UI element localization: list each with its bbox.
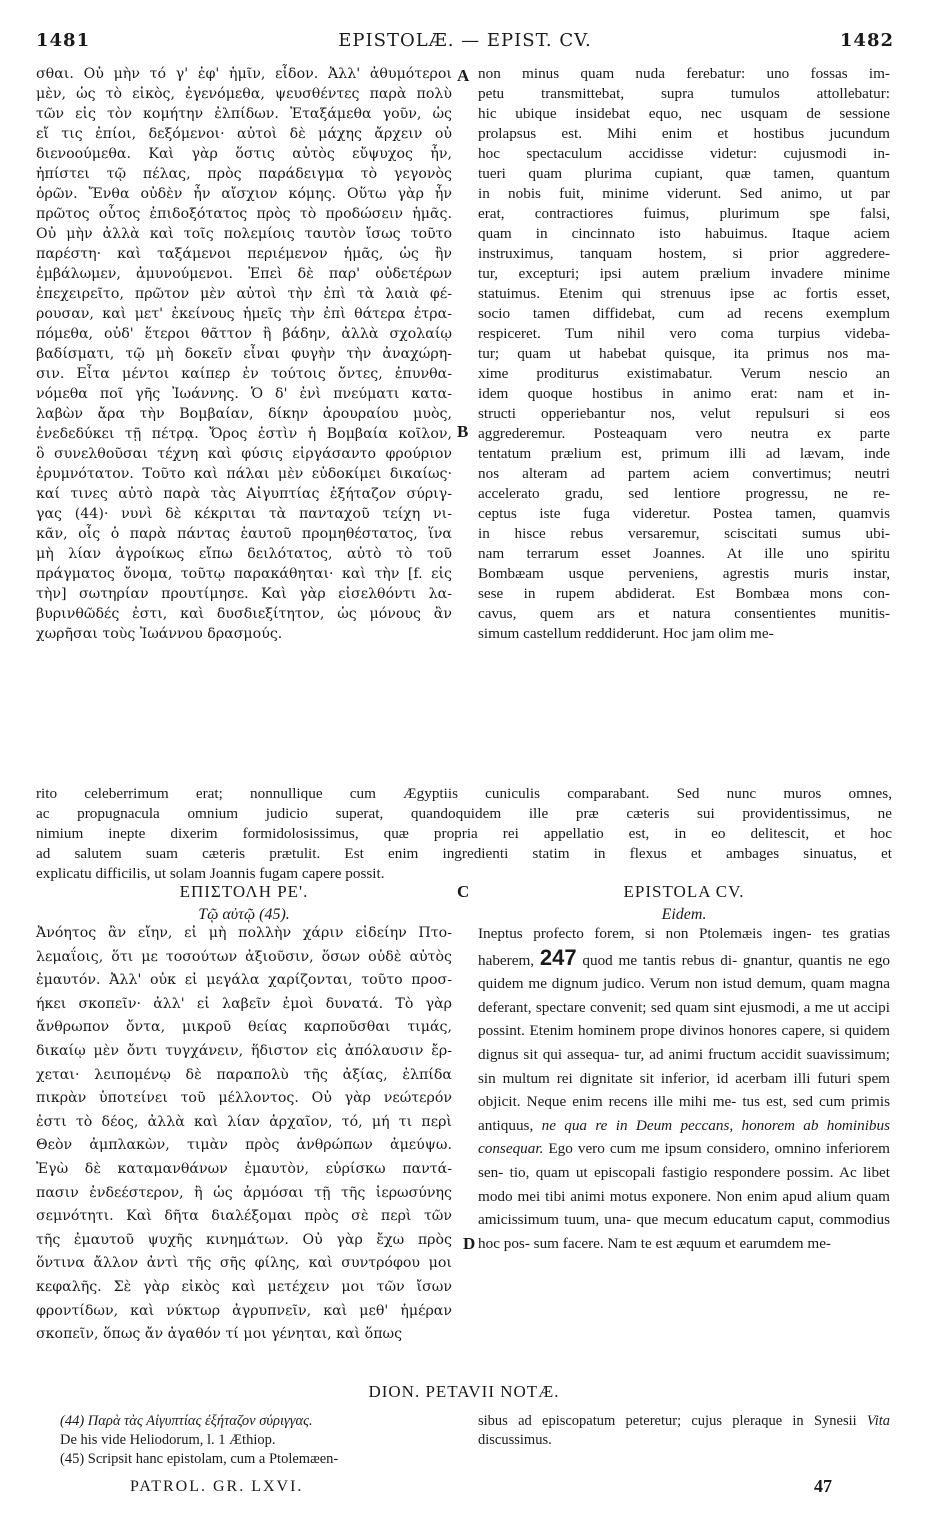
greek-line: ἐμαυτόν. Ἀλλ' οὐκ εἰ μεγάλα χαρίζονται, τοῦτο προσ- [36,972,452,989]
note-45: (45) Scripsit hanc epistolam, cum a Ptolemæen- [60,1451,339,1467]
greek-letter-text [36,922,452,1347]
greek-line: ἄνθρωπον ὄντα, μικροῦ θείας καρποῦσθαι τιμάς, [36,1019,452,1036]
latin-line: xime proditurus existimabatur. Verum nescio an [478,365,890,382]
latin-letter-text-end: Ego vero cum me ipsum considero, omnino inferiorem sen- tio, quam ut episcopali fastigio respondere possim. Ac libet modo mei tibi animi motus exponere. Non enim apud alium quam amicissimum tuum, una- que mecum educatum caput, commodius hoc pos- sum facere. Nam te est æquum et earumdem me- [478,1140,890,1252]
greek-line: χωρῆσαι τοὺς Ἰωάννου δρασμούς. [36,626,283,642]
note-44-greek: (44) Παρὰ τὰς Αἰγυπτίας ἐξήταζον σύριγγας. [60,1413,313,1429]
greek-line: ὃ συνελθοῦσαι τέχνη καὶ φύσις εἰργάσαντο φρούριον [36,446,452,462]
latin-letter-text-middle: quod me tantis rebus di- gnantur, quantis ne ego quidem me dignum judico. Verum non istud demum, quam magna deferant, spectare convenit; sed quam sint ejusmodi, a me ut accipi possint. Etenim hominem prope divinos honores capere, si quidem dignus sit qui assequa- tur, ad animi fructum accidit suavissimum; sin multum rei dignitate sit inferior, id acerbam illi futuri spem objicit. Neque enim recens ille mihi me- tus est, sed cum primis antiquus, [478,951,891,1134]
greek-line: πασιν ἐνδεέστερον, ἢ ὡς ἁρμόσαι τῇ τῆς ἱερωσύνης [36,1184,452,1201]
latin-line: accelerato gradu, sed lentiore progressu, ne re- [478,485,890,502]
greek-line: μὲν, ὡς τὸ εἰκὸς, ἐγενόμεθα, ψευσθέντες παρὰ πολὺ [36,86,452,102]
latin-line: nos alteram ad partem aciem convertimus; neutri [478,465,890,482]
greek-line: τῶν εἰς τὸν κομήτην ἐλπίδων. Ἐταξάμεθα γοῦν, ὡς [36,106,452,122]
latin-line: tur, excepturi; ipsi autem prælium invadere minime [478,265,890,282]
running-title: EPISTOLÆ. — EPIST. CV. [338,30,592,51]
greek-line: μὴ λίαν ἀγροίκως εἴπω δειλότατος, αὐτὸ τὸ τοῦ [36,546,452,562]
greek-line: πικρὰν ὑποτείνει τοῦ μέλλοντος. Οὐ γὰρ νεώτερόν [36,1090,452,1107]
text-line: nimium inepte dixerim formidolosissimus, quæ propria rei appellatio est, in eo delitescit, et hoc [36,825,892,842]
latin-line: socio tamen diffidebat, cum ad recens exemplum [478,305,890,322]
greek-line: λεμαΐοις, ὅτι με τοσούτων ἀξιοῦσιν, ὅσων οὐδὲ αὐτὸς [36,948,452,965]
greek-line: παρέστη· καὶ ταξάμενοι περιέμενον ἡμᾶς, ὡς ἢν [36,246,452,262]
greek-line: πράγματος ὄνομα, τοῦτῳ παρακάθηται· καὶ τὴν [f. εἰς [36,566,452,582]
latin-line: hoc spectaculum accidisse videtur: cujusmodi in- [478,145,890,162]
greek-line: λαβὼν ἄρα τὴν Βομβαίαν, δίκην ἀρουραίου μυὸς, [36,406,452,422]
margin-marker-d: D [463,1234,476,1253]
greek-line: καί τινες αὐτὸ παρὰ τὰς Αἰγυπτίας ἐξήταζον σύριγ- [36,486,452,502]
latin-line: quam in cincinnato isto habuimus. Itaque aciem [478,225,890,242]
latin-line: cavus, quem ars et natura consentientes munitis- [478,605,890,622]
full-width-paragraph [36,784,892,884]
greek-line: διενοούμεθα. Καὶ γὰρ ὅστις αὐτὸς εὔψυχος ἦν, [36,146,452,162]
latin-letter-recipient: Eidem. [661,906,707,923]
text-line: ad salutem suam cæteris prætulit. Est enim ingredienti statim in flexus et ambages sinuatus, et [36,845,892,862]
greek-line: φροντίδων, καὶ νύκτωρ ἀγρυπνεῖν, καὶ μεθ' ἡμέραν [36,1302,452,1319]
greek-line: εἴ τις ἐπίοι, δεξόμενοι· αὐτοὶ δὲ μάχης ἄρχειν οὐ [36,126,452,142]
greek-line: χεται· λειπομένῳ δὲ παραπολὺ τῆς ἀξίας, ἐλπίδα [36,1066,452,1083]
latin-line: in hisce rebus versaremur, sciscitati sumus ubi- [478,525,890,542]
latin-line: tur; quam ut habebat quisque, ita primus nos ma- [478,345,890,362]
greek-line: ἐρυμνότατον. Τοῦτο καὶ πάλαι μὲν εὐδοκίμει δικαίως· [36,466,452,482]
latin-line: tueri quam plurima cupiant, quæ tamen, quantum [478,165,890,182]
greek-line: σιν. Εἶτα μέντοι καίπερ ἐν τούτοις ὄντες, ἐπυνθα- [36,366,452,382]
greek-line: ἠπίστει τῷ πέλας, πρὸς παράδειγμα τὸ γεγονὸς [36,166,452,182]
greek-line: γας (44)· νυνὶ δὲ κέκριται τὰ πανταχοῦ τείχη νι- [36,506,452,522]
greek-line: ἐμβάλωμεν, ἀμυνούμενοι. Ἐπεὶ δὲ παρ' οὐδετέρων [36,266,452,282]
greek-letter-recipient: Τῷ αὐτῷ (45). [198,906,290,923]
greek-line: Ἀνόητος ἂν εἴην, εἰ μὴ πολλὴν χάριν εἰδείην Πτο- [36,925,452,941]
greek-line: σκοπεῖν, ὅπως ἄν ἀγαθόν τί μοι γένηται, καὶ ὅπως [36,1326,403,1343]
greek-line: βαδίσματι, τῷ μὴ δοκεῖν εἶναι φυγὴν τὴν ἀναχώρη- [36,346,452,362]
footer-signature: 47 [814,1476,832,1496]
latin-line: tentatum prælium est, primum illi ad lævam, inde [478,445,890,462]
footer-volume: PATROL. GR. LXVI. [130,1478,304,1495]
left-page-number: 1481 [36,30,91,51]
greek-line: τὴν] σωτηρίαν προυτίμησε. Καὶ γὰρ εἰσελθόντι λα- [36,586,452,602]
greek-letter-title: ΕΠΙΣΤΟΛΗ ΡΕ'. [179,882,309,901]
latin-letter-text-start: Ineptus profecto forem, si non Ptolemæis ingen- tes gratias haberem, [478,925,890,969]
greek-line: ρουσαν, καὶ μετ' ἐκείνους ἡμεῖς τὴν ἐπὶ θάτερα ἐτρα- [36,306,452,322]
edition-page-number: 247 [539,944,577,970]
latin-line: erat, contractiores fuimus, plurimum spe falsi, [478,205,890,222]
latin-line: simum castellum reddiderunt. Hoc jam olim me- [478,625,774,642]
latin-line: non minus quam nuda ferebatur: uno fossas im- [478,65,890,82]
greek-letter-heading [36,882,452,924]
latin-letter-text [478,922,890,1255]
note-44-latin: De his vide Heliodorum, l. 1 Æthiop. [60,1432,276,1448]
greek-line: ἐπεχειρεῖτο, πρῶτον μὲν αὐτοὶ τὴν ἐπὶ τὰ λαιὰ φέ- [36,286,452,302]
text-line: ac propugnacula omnium judicio superat, quandoquidem ille præ cæteris sui providentissimus, ne [36,805,892,822]
latin-line: sese in rupem abdiderat. Est Bombæa mons con- [478,585,890,602]
latin-letter-heading [478,882,890,924]
notes-right-text: sibus ad episcopatum peteretur; cujus pleraque in Synesii [478,1413,857,1429]
latin-line: idem quoque hostibus in animo erat: nam et in- [478,385,890,402]
margin-marker-a: A [457,66,470,85]
greek-line: σθαι. Οὐ μὴν τό γ' ἐφ' ἡμῖν, εἶδον. Ἀλλ' ἀθυμότεροι [36,66,452,82]
greek-line: κεφαλῆς. Σὲ γὰρ εἰκὸς καὶ μετέχειν μοι τῶν ἴσων [36,1278,452,1295]
latin-line: respiceret. Tum nihil vero coma turpius videba- [478,325,890,342]
text-line: rito celeberrimum erat; nonnullique cum Ægyptiis cuniculis comparabant. Sed nunc muros omnes, [36,785,892,802]
greek-line: ἐστι τὸ δέος, ἀλλὰ καὶ λίαν ἀρχαῖον, τό, μή τι περὶ [36,1113,452,1130]
greek-line: ὁρῶν. Ἔνθα οὐδὲν ἦν αἴσχιον κόμης. Οὕτω γὰρ ἦν [36,186,452,202]
latin-line: aggrederemur. Posteaquam vero neutra ex parte [478,425,890,442]
greek-line: σεμνότητι. Καὶ δῆτα διαλέξομαι πρὸς σὲ περὶ τῶν [36,1208,452,1225]
greek-line: τῆς ἐμαυτοῦ ψυχῆς κινημάτων. Οὐ γὰρ ἔχω πρὸς [36,1231,452,1248]
greek-line: νόμεθα ποῖ γῆς Ἰωάννης. Ὁ δ' ἐνὶ πνεύματι κατα- [36,386,452,402]
greek-line: πρῶτος οὗτος ἐπιδοξότατος πρὸς τὸ προδώσειν ἡμᾶς. [36,206,452,222]
latin-line: instruximus, tanquam hostem, si prior aggredere- [478,245,890,262]
greek-line: πόμεθα, οὐδ' ἕτεροι θᾶττον ἢ βάδην, ἀλλὰ σχολαίῳ [36,326,452,342]
latin-line: prolapsus est. Mihi enim et hostibus jucundum [478,125,890,142]
margin-marker-b: B [457,422,469,441]
latin-letter-quote: ne qua re in Deum peccans, honorem ab hominibus consequar. [478,1116,891,1158]
page-header [36,30,894,56]
latin-line: hic ubique insidebat equo, nec usquam de sessione [478,105,890,122]
latin-line: in nobis fuit, minime viderunt. Sed animo, ut par [478,185,890,202]
greek-column-top [36,64,452,644]
notes-right-italic: Vita [866,1413,891,1429]
notes-right-end: discussimus. [478,1432,552,1448]
text-line: explicatu difficilis, ut solam Joannis fugam capere possit. [36,865,385,882]
latin-line: nam terrarum esset Joannes. At ille uno spiritu [478,545,890,562]
latin-line: Bombæam usque perveniens, agrestis muris instar, [478,565,890,582]
greek-line: κᾶν, οἷς ὁ παρὰ πάντας ἑαυτοῦ προμηθέστατος, ἵνα [36,526,452,542]
greek-line: Θεὸν ἀμπλακὼν, τιμὰν πρὸς ἀνθρώπων ἀμεύψω. [36,1137,452,1154]
notes-right [478,1412,890,1450]
greek-line: Οὐ μὴν ἀλλὰ καὶ τοῖς πολεμίοις ταυτὸν ἴσως τοῦτο [36,226,452,242]
margin-marker-c: C [457,882,470,901]
greek-line: Ἐγὼ δὲ καταμανθάνων ἐμαυτὸν, εὑρίσκω παντά- [36,1160,452,1177]
latin-line: structi opperiebantur nos, velut repulsuri si eos [478,405,890,422]
greek-line: ἐνεδεδύκει τῇ πέτρᾳ. Ὄρος ἐστὶν ἡ Βομβαία κοῖλον, [36,426,452,442]
greek-line: βυρινθῶδές ἐστι, καὶ δυσδιεξίτητον, ὡς μόνους ἂν [36,606,452,622]
greek-line: ήκει σκοπεῖν· ἀλλ' εἰ λαβεῖν ἐμοὶ δυνατά. Τὸ γὰρ [36,995,452,1012]
notes-left [60,1412,460,1469]
right-page-number: 1482 [839,30,894,51]
latin-line: petu transmittebat, supra tumulos attollebatur: [478,85,890,102]
latin-letter-title: EPISTOLA CV. [623,882,745,901]
greek-line: ὅντινα ἄλλον ἀντὶ τῆς σῆς φίλης, καὶ συντρόφου μοι [36,1255,452,1272]
greek-line: δικαίῳ μὲν ὄντι τυγχάνειν, ἥδιστον εἰς ἀπόλαυσιν ἔρ- [36,1042,452,1059]
notes-title: DION. PETAVII NOTÆ. [368,1382,560,1401]
latin-line: ceptus iste fuga videretur. Postea tamen, quamvis [478,505,890,522]
latin-line: statuimus. Etenim qui strenuus ipse ac fortis esset, [478,285,890,302]
latin-column-top [478,64,890,644]
